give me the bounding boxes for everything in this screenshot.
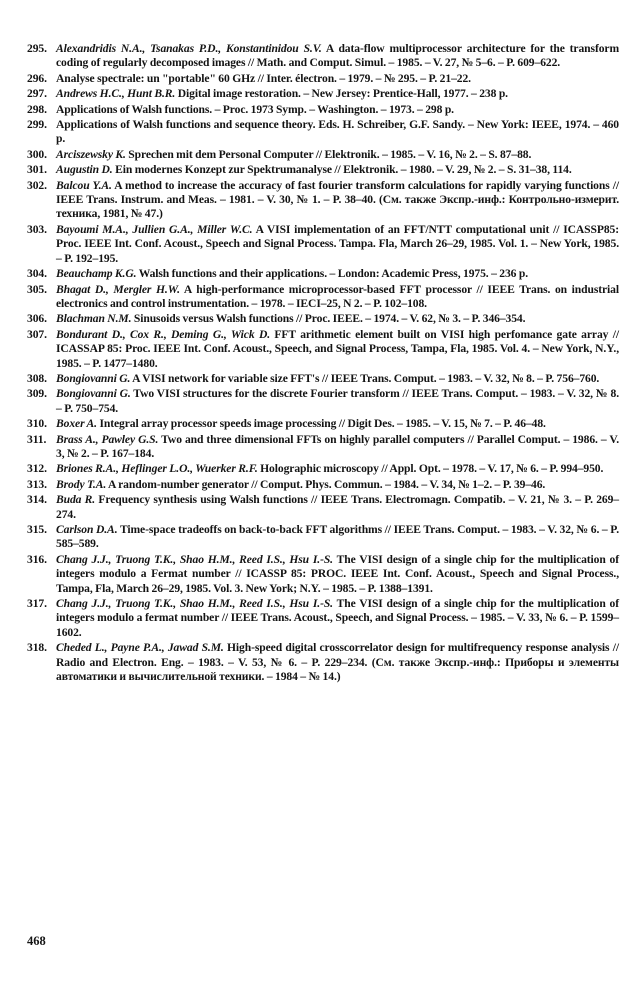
- reference-number: 305.: [27, 282, 47, 296]
- reference-text: Applications of Walsh functions and sequence theory. Eds. H. Schreiber, G.F. Sandy. – New York: IEEE, 1974. – 460 p.: [56, 118, 619, 146]
- reference-entry: [27, 163, 619, 177]
- reference-text: A high-performance microprocessor-based FFT processor // IEEE Trans. on industrial electronics and control instrumentation. – 1978. – IECI–25, N 2. – P. 102–108.: [56, 282, 619, 310]
- reference-number: 306.: [27, 312, 47, 326]
- reference-text: The VISI design of a single chip for the multiplication of integers modulo a Fermat number // ICASSP 85: PROC. IEEE Int. Conf. Acoust., Speech and Signal Process., Tampa, Fla, March 26–29, 1985. Vol. 3. New York; N.Y. – 1985. – P. 1388–1391.: [56, 552, 619, 595]
- reference-entry: [27, 148, 619, 162]
- reference-number: 295.: [27, 42, 47, 55]
- reference-entry: [27, 118, 619, 147]
- reference-text: Two VISI structures for the discrete Fourier transform // IEEE Trans. Comput. – 1983. – V. 32, № 8. – P. 750–754.: [56, 387, 620, 415]
- reference-authors: Arciszewsky K.: [56, 147, 126, 161]
- reference-number: 312.: [27, 462, 47, 476]
- reference-authors: Buda R.: [56, 493, 96, 507]
- reference-entry: [27, 72, 619, 86]
- reference-authors: Blachman N.M.: [56, 312, 132, 326]
- reference-entry: [27, 328, 619, 371]
- page-number: 468: [27, 934, 46, 948]
- reference-number: 307.: [27, 327, 47, 341]
- reference-authors: Bayoumi M.A., Jullien G.A., Miller W.C.: [56, 222, 253, 236]
- reference-authors: Bongiovanni G.: [56, 387, 131, 401]
- reference-entry: [27, 597, 619, 640]
- reference-authors: Bhagat D., Mergler H.W.: [56, 282, 180, 296]
- reference-number: 311.: [27, 432, 47, 446]
- reference-authors: Beauchamp K.G.: [56, 267, 137, 281]
- reference-entry: [27, 553, 619, 596]
- reference-text: Applications of Walsh functions. – Proc. 1973 Symp. – Washington. – 1973. – 298 p.: [56, 102, 454, 116]
- reference-authors: Andrews H.C., Hunt B.R.: [56, 87, 176, 101]
- reference-authors: Brody T.A.: [56, 477, 107, 491]
- reference-number: 304.: [27, 267, 47, 281]
- reference-entry: [27, 462, 619, 476]
- reference-text: High-speed digital crosscorrelator design for multifrequency response analysis // Radio and Electron. Eng. – 1983. – V. 53, № 6. – P. 229–234. (См. также Экспр.-инф.: Приборы и элементы автоматики и вычислительной техники. – 1984 – № 14.): [56, 641, 619, 684]
- reference-entry: [27, 387, 619, 416]
- reference-number: 313.: [27, 477, 47, 491]
- reference-number: 302.: [27, 178, 47, 192]
- reference-entry: [27, 103, 619, 117]
- reference-number: 298.: [27, 102, 47, 116]
- reference-entry: [27, 433, 619, 462]
- reference-authors: Carlson D.A.: [56, 523, 118, 536]
- reference-number: 308.: [27, 371, 47, 385]
- reference-text: Time-space tradeoffs on back-to-back FFT algorithms // IEEE Trans. Comput. – 1983. – V. 32, № 6. – P. 585–589.: [56, 523, 620, 551]
- reference-authors: Boxer A.: [56, 417, 97, 431]
- reference-number: 317.: [27, 597, 47, 611]
- reference-number: 318.: [27, 641, 47, 655]
- reference-entry: [27, 372, 619, 386]
- reference-number: 309.: [27, 387, 47, 401]
- reference-authors: Alexandridis N.A., Tsanakas P.D., Konstantinidou S.V.: [56, 42, 322, 55]
- reference-entry: [27, 267, 619, 281]
- reference-entry: [27, 312, 619, 326]
- reference-number: 314.: [27, 493, 47, 507]
- reference-text: A random-number generator // Comput. Phys. Commun. – 1984. – V. 34, № 1–2. – P. 39–46.: [106, 477, 546, 491]
- reference-list: [27, 42, 619, 684]
- reference-text: FFT arithmetic element built on VISI high perfomance gate array // ICASSAP 85: Proc. IEEE Int. Conf. Acoust., Speech, and Signal Process, Tampa, Fla, 1985. Vol. 4. – New York, N.Y., 1985. – P. 1477–1480.: [56, 327, 619, 370]
- reference-entry: [27, 478, 619, 492]
- reference-entry: [27, 523, 619, 552]
- reference-authors: Cheded L., Payne P.A., Jawad S.M.: [56, 641, 224, 655]
- reference-entry: [27, 223, 619, 266]
- reference-entry: [27, 417, 619, 431]
- reference-entry: [27, 283, 619, 312]
- reference-authors: Bongiovanni G.: [56, 371, 131, 385]
- reference-number: 301.: [27, 163, 47, 177]
- reference-text: A VISI network for variable size FFT's // IEEE Trans. Comput. – 1983. – V. 32, № 8. – P. 756–760.: [130, 371, 600, 385]
- reference-entry: [27, 179, 619, 222]
- reference-entry: [27, 641, 619, 684]
- reference-number: 300.: [27, 147, 47, 161]
- reference-text: Two and three dimensional FFTs on highly parallel computers // Parallel Comput. – 1986. – V. 3, № 2. – P. 167–184.: [56, 432, 620, 460]
- reference-authors: Briones R.A., Heflinger L.O., Wuerker R.F.: [56, 462, 258, 476]
- reference-number: 315.: [27, 523, 47, 536]
- reference-text: The VISI design of a single chip for the multiplication of integers modulo a fermat number // IEEE Trans. Acoust., Speech, and Signal Process. – 1985. – V. 33, № 6. – P. 1599–1602.: [56, 597, 619, 639]
- reference-authors: Bondurant D., Cox R., Deming G., Wick D.: [56, 327, 271, 341]
- reference-text: Sinusoids versus Walsh functions // Proc. IEEE. – 1974. – V. 62, № 3. – P. 346–354.: [131, 312, 526, 326]
- reference-text: Analyse spectrale: un "portable" 60 GHz // Inter. électron. – 1979. – № 295. – P. 21–22.: [56, 71, 471, 85]
- reference-text: Integral array processor speeds image processing // Digit Des. – 1985. – V. 15, № 7. – P. 46–48.: [96, 417, 546, 431]
- reference-text: Ein modernes Konzept zur Spektrumanalyse // Elektronik. – 1980. – V. 29, № 2. – S. 31–38, 114.: [112, 163, 572, 177]
- reference-text: Sprechen mit dem Personal Computer // Elektronik. – 1985. – V. 16, № 2. – S. 87–88.: [125, 147, 532, 161]
- reference-text: A data-flow multiprocessor architecture for the transform coding of regularly decomposed images // Math. and Comput. Simul. – 1985. – V. 27, № 5–6. – P. 609–622.: [56, 42, 619, 70]
- reference-number: 296.: [27, 71, 47, 85]
- reference-text: Walsh functions and their applications. – London: Academic Press, 1975. – 236 p.: [136, 267, 529, 281]
- reference-text: A VISI implementation of an FFT/NTT computational unit // ICASSP85: Proc. IEEE Int. Conf. Acoust., Speech and Signal Process. Tampa. Fla, March 26–29, 1985. Vol. 1. – New York, 1985. – P. 192–195.: [56, 222, 619, 265]
- reference-authors: Augustin D.: [56, 163, 113, 177]
- reference-authors: Chang J.J., Truong T.K., Shao H.M., Reed I.S., Hsu I.-S.: [56, 552, 333, 566]
- reference-number: 299.: [27, 118, 47, 132]
- reference-text: A method to increase the accuracy of fast fourier transform calculations for rapidly varying functions // IEEE Trans. Instrum. and Meas. – 1981. – V. 30, № 1. – P. 38–40. (См. также Экспр.-инф.: Контрольно-измерит. техника, 1981, № 47.): [56, 178, 620, 221]
- reference-authors: Chang J.J., Truong T.K., Shao H.M., Reed I.S., Hsu I.-S.: [56, 597, 333, 611]
- reference-entry: [27, 87, 619, 101]
- reference-entry: [27, 493, 619, 522]
- reference-number: 316.: [27, 552, 47, 566]
- reference-text: Frequency synthesis using Walsh functions // IEEE Trans. Electromagn. Compatib. – V. 21, № 3. – P. 269–274.: [56, 493, 619, 521]
- reference-text: Holographic microscopy // Appl. Opt. – 1978. – V. 17, № 6. – P. 994–950.: [257, 462, 604, 476]
- reference-number: 310.: [27, 417, 47, 431]
- reference-number: 303.: [27, 222, 47, 236]
- reference-authors: Balcou Y.A.: [56, 178, 112, 192]
- reference-number: 297.: [27, 87, 47, 101]
- reference-authors: Brass A., Pawley G.S.: [56, 432, 159, 446]
- reference-entry: [27, 42, 619, 71]
- reference-text: Digital image restoration. – New Jersey: Prentice-Hall, 1977. – 238 p.: [175, 87, 508, 101]
